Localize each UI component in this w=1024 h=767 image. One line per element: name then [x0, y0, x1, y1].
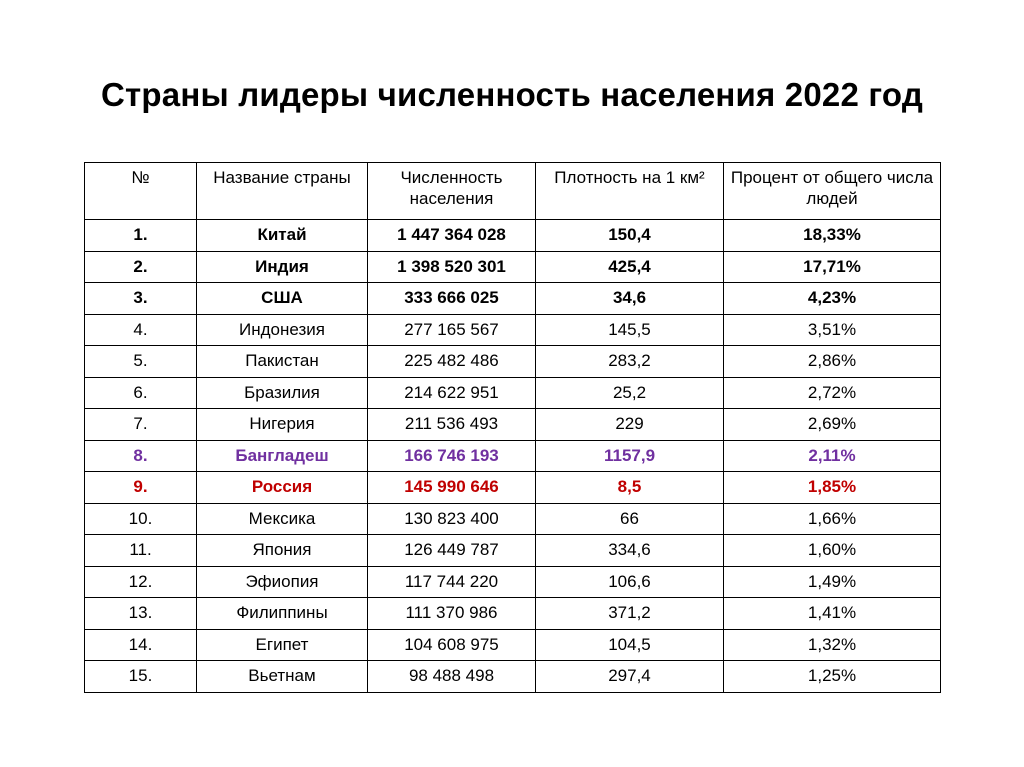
cell-country: Россия [197, 472, 368, 504]
cell-population: 130 823 400 [368, 503, 536, 535]
cell-percent: 4,23% [724, 283, 941, 315]
cell-country: Индонезия [197, 314, 368, 346]
cell-percent: 17,71% [724, 251, 941, 283]
cell-percent: 2,11% [724, 440, 941, 472]
table-row [85, 566, 941, 598]
table-row [85, 409, 941, 441]
cell-population: 211 536 493 [368, 409, 536, 441]
cell-country: Вьетнам [197, 661, 368, 693]
cell-number: 4. [85, 314, 197, 346]
cell-country: Япония [197, 535, 368, 567]
table-row [85, 314, 941, 346]
cell-population: 145 990 646 [368, 472, 536, 504]
cell-number: 11. [85, 535, 197, 567]
header-country: Название страны [197, 163, 368, 220]
cell-number: 9. [85, 472, 197, 504]
table-row [85, 503, 941, 535]
cell-population: 277 165 567 [368, 314, 536, 346]
table-row [85, 283, 941, 315]
cell-percent: 18,33% [724, 220, 941, 252]
cell-percent: 1,66% [724, 503, 941, 535]
cell-density: 8,5 [536, 472, 724, 504]
table-row [85, 440, 941, 472]
population-table [84, 162, 941, 693]
cell-density: 66 [536, 503, 724, 535]
cell-density: 34,6 [536, 283, 724, 315]
cell-country: США [197, 283, 368, 315]
cell-population: 166 746 193 [368, 440, 536, 472]
table-row [85, 251, 941, 283]
table-row [85, 377, 941, 409]
cell-density: 297,4 [536, 661, 724, 693]
cell-country: Мексика [197, 503, 368, 535]
cell-percent: 2,86% [724, 346, 941, 378]
table-body [85, 220, 941, 693]
cell-density: 371,2 [536, 598, 724, 630]
cell-percent: 2,69% [724, 409, 941, 441]
cell-number: 1. [85, 220, 197, 252]
cell-density: 106,6 [536, 566, 724, 598]
cell-density: 283,2 [536, 346, 724, 378]
header-population: Численность населения [368, 163, 536, 220]
cell-population: 214 622 951 [368, 377, 536, 409]
cell-percent: 1,85% [724, 472, 941, 504]
cell-country: Филиппины [197, 598, 368, 630]
cell-number: 3. [85, 283, 197, 315]
cell-number: 13. [85, 598, 197, 630]
cell-percent: 1,32% [724, 629, 941, 661]
header-density: Плотность на 1 км² [536, 163, 724, 220]
cell-density: 334,6 [536, 535, 724, 567]
cell-population: 117 744 220 [368, 566, 536, 598]
cell-number: 2. [85, 251, 197, 283]
table-row [85, 472, 941, 504]
cell-population: 333 666 025 [368, 283, 536, 315]
cell-density: 25,2 [536, 377, 724, 409]
cell-density: 150,4 [536, 220, 724, 252]
cell-population: 104 608 975 [368, 629, 536, 661]
cell-number: 8. [85, 440, 197, 472]
cell-percent: 3,51% [724, 314, 941, 346]
cell-country: Индия [197, 251, 368, 283]
cell-country: Нигерия [197, 409, 368, 441]
cell-country: Египет [197, 629, 368, 661]
table-row [85, 629, 941, 661]
cell-percent: 1,49% [724, 566, 941, 598]
cell-number: 6. [85, 377, 197, 409]
cell-number: 14. [85, 629, 197, 661]
cell-density: 1157,9 [536, 440, 724, 472]
cell-number: 5. [85, 346, 197, 378]
cell-number: 12. [85, 566, 197, 598]
cell-number: 10. [85, 503, 197, 535]
cell-percent: 2,72% [724, 377, 941, 409]
cell-population: 225 482 486 [368, 346, 536, 378]
page-title: Страны лидеры численность населения 2022 год [101, 76, 923, 113]
table-row [85, 346, 941, 378]
cell-country: Бангладеш [197, 440, 368, 472]
cell-country: Пакистан [197, 346, 368, 378]
cell-population: 111 370 986 [368, 598, 536, 630]
cell-number: 7. [85, 409, 197, 441]
cell-number: 15. [85, 661, 197, 693]
header-percent: Процент от общего числа людей [724, 163, 941, 220]
cell-country: Эфиопия [197, 566, 368, 598]
cell-country: Китай [197, 220, 368, 252]
cell-density: 104,5 [536, 629, 724, 661]
cell-percent: 1,41% [724, 598, 941, 630]
cell-density: 229 [536, 409, 724, 441]
cell-percent: 1,25% [724, 661, 941, 693]
cell-population: 98 488 498 [368, 661, 536, 693]
table-row [85, 220, 941, 252]
table-row [85, 661, 941, 693]
cell-density: 425,4 [536, 251, 724, 283]
cell-percent: 1,60% [724, 535, 941, 567]
cell-population: 1 398 520 301 [368, 251, 536, 283]
cell-population: 126 449 787 [368, 535, 536, 567]
table-row [85, 535, 941, 567]
header-number: № [85, 163, 197, 220]
table-header-row [85, 163, 941, 220]
cell-density: 145,5 [536, 314, 724, 346]
table-row [85, 598, 941, 630]
cell-country: Бразилия [197, 377, 368, 409]
cell-population: 1 447 364 028 [368, 220, 536, 252]
